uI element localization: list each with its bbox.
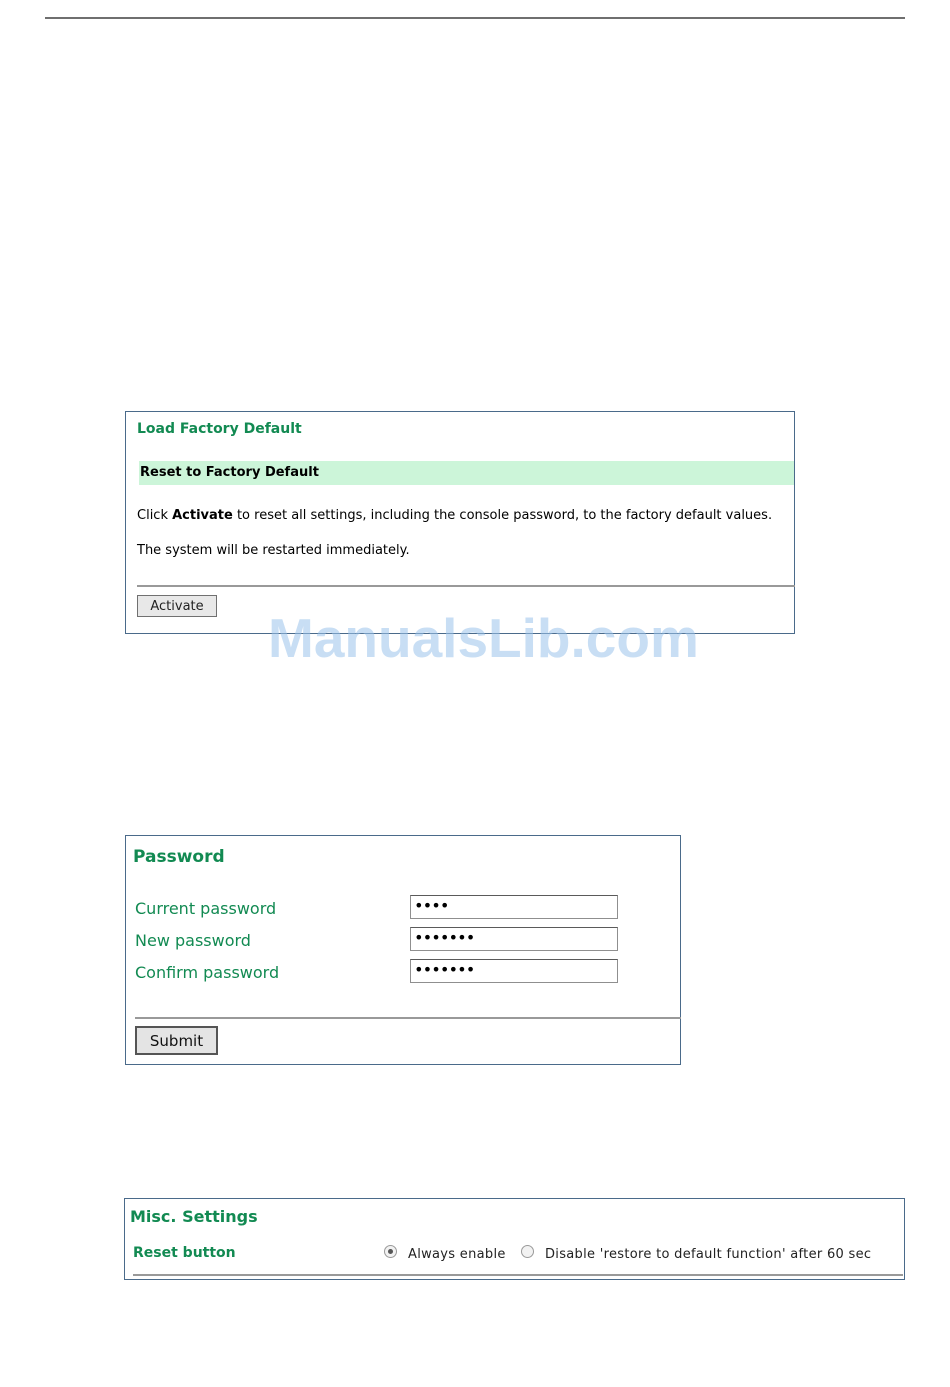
watermark: ManualsLib.com: [268, 607, 699, 669]
new-password-label: New password: [135, 931, 251, 950]
always-enable-radio[interactable]: [384, 1245, 397, 1258]
section-header-label: Reset to Factory Default: [140, 465, 319, 480]
panel-title: Misc. Settings: [130, 1207, 258, 1226]
submit-button[interactable]: Submit: [135, 1026, 218, 1055]
confirm-password-input[interactable]: •••••••: [410, 959, 618, 983]
disable-restore-radio[interactable]: [521, 1245, 534, 1258]
divider: [137, 585, 795, 587]
activate-button[interactable]: Activate: [137, 595, 217, 617]
restart-notice: The system will be restarted immediately.: [137, 543, 410, 558]
instruction-suffix: to reset all settings, including the console password, to the factory default values.: [232, 508, 773, 523]
instruction-bold: Activate: [172, 508, 233, 523]
reset-button-label: Reset button: [133, 1245, 236, 1261]
panel-title: Load Factory Default: [137, 421, 302, 437]
disable-restore-label[interactable]: Disable 'restore to default function' after 60 sec: [545, 1247, 872, 1262]
instruction-text: [137, 508, 772, 523]
current-password-label: Current password: [135, 899, 277, 918]
instruction-prefix: Click: [137, 508, 173, 523]
always-enable-label[interactable]: Always enable: [408, 1247, 506, 1262]
current-password-input[interactable]: ••••: [410, 895, 618, 919]
password-panel: [125, 835, 681, 1065]
divider: [133, 1274, 903, 1276]
misc-settings-panel: [124, 1198, 905, 1280]
load-factory-default-panel: [125, 411, 795, 634]
new-password-input[interactable]: •••••••: [410, 927, 618, 951]
section-header-bar: [139, 461, 794, 485]
panel-title: Password: [133, 847, 225, 867]
page-top-rule: [45, 17, 905, 19]
divider: [135, 1017, 681, 1019]
confirm-password-label: Confirm password: [135, 963, 280, 982]
